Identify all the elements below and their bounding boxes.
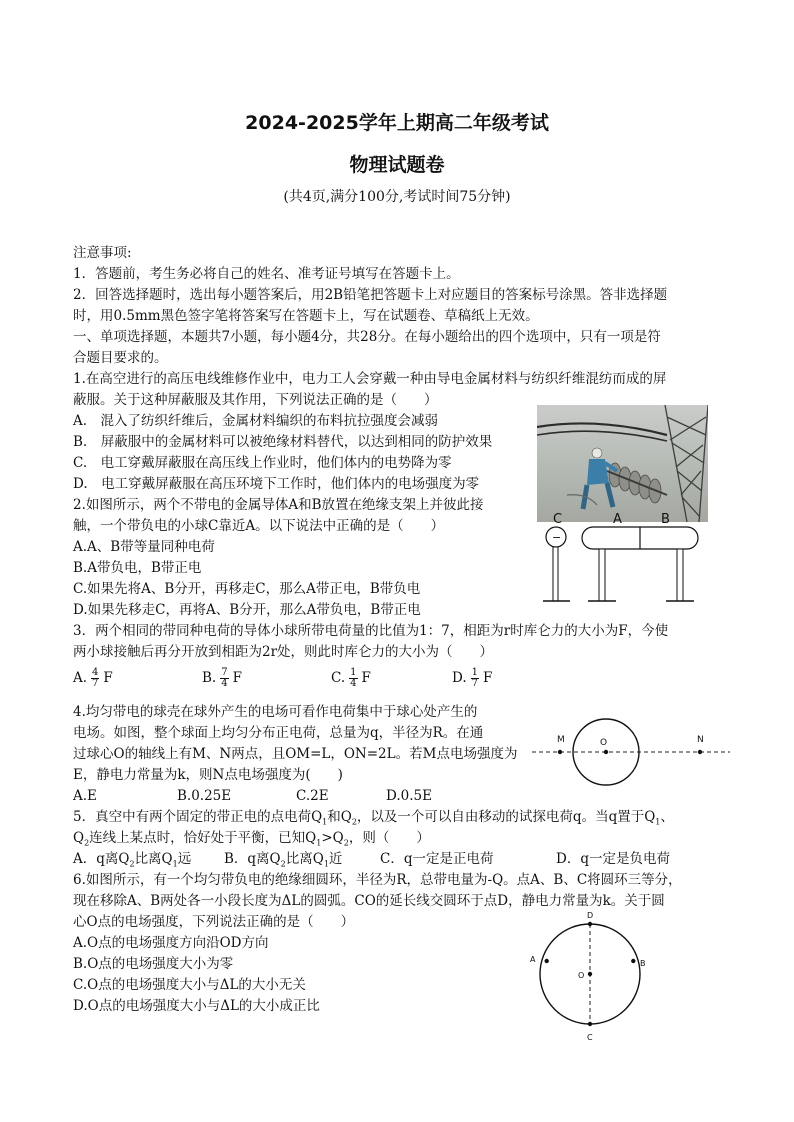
- q3-option-a: A. $\frac{4}{7}$ F: [73, 667, 113, 689]
- q4-stem-line-1: 4.均匀带电的球壳在球外产生的电场可看作电荷集中于球心处产生的: [73, 704, 478, 720]
- q1-option-d: D. 电工穿戴屏蔽服在高压环境下工作时，他们体内的电场强度为零: [73, 476, 480, 492]
- q2-option-a: A.A、B带等量同种电荷: [73, 539, 215, 555]
- q6-label-d: D: [587, 911, 594, 920]
- q4-option-d: D.0.5E: [386, 788, 432, 804]
- q4-label-m: M: [557, 735, 565, 745]
- q2-ball-sign: −: [552, 531, 562, 544]
- q6-stem-line-3: 心O点的电场强度，下列说法正确的是（ ）: [73, 914, 355, 930]
- notes-heading: 注意事项:: [73, 245, 132, 261]
- q2-label-b: B: [661, 512, 670, 527]
- q4-point-m: [558, 750, 562, 754]
- q2-label-a: A: [613, 512, 622, 527]
- q2-option-b: B.A带负电，B带正电: [73, 560, 202, 576]
- q6-ring-diagram: [522, 908, 662, 1043]
- exam-info: (共4页,满分100分,考试时间75分钟): [283, 189, 511, 205]
- q5-option-a: A．q离$Q_2$比离$Q_1$远: [73, 851, 192, 869]
- q2-label-c: C: [553, 512, 563, 527]
- q4-point-n: [698, 750, 702, 754]
- q1-option-b: B. 屏蔽服中的金属材料可以被绝缘材料替代，以达到相同的防护效果: [73, 434, 493, 450]
- q5-stem-line-2: $Q_2$连线上某点时，恰好处于平衡，已知$Q_1>Q_2$，则（ ）: [73, 830, 430, 848]
- q4-point-o: [604, 750, 608, 754]
- q4-label-n: N: [697, 735, 704, 745]
- q6-option-c: C.O点的电场强度大小与ΔL的大小无关: [73, 977, 306, 993]
- q6-label-a: A: [530, 955, 536, 964]
- q1-option-a: A. 混入了纺织纤维后，金属材料编织的布料抗拉强度会减弱: [73, 413, 439, 429]
- q2-stem-line-1: 2.如图所示，两个不带电的金属导体A和B放置在绝缘支架上并彼此接: [73, 497, 484, 513]
- q6-point-a: [545, 959, 549, 963]
- q4-option-c: C.2E: [296, 788, 329, 804]
- q6-stem-line-1: 6.如图所示，有一个均匀带负电的绝缘细圆环，半径为R，总带电量为-Q。点A、B、C将圆环三等分，: [73, 872, 682, 888]
- q2-option-d: D.如果先移走C，再将A、B分开，那么A带负电，B带正电: [73, 602, 421, 618]
- q3-stem-line-1: 3．两个相同的带同种电荷的导体小球所带电荷量的比值为1：7，相距为r时库仑力的大小为F，今使: [73, 623, 669, 639]
- section-1-line-2: 合题目要求的。: [73, 350, 168, 366]
- q1-stem-line-2: 蔽服。关于这种屏蔽服及其作用，下列说法正确的是（ ）: [73, 392, 438, 408]
- q2-conductors-diagram: [540, 508, 715, 608]
- q6-stem-line-2: 现在移除A、B两处各一小段长度为ΔL的圆弧。CO的延长线交圆环于点D，静电力常量为k。关于圆: [73, 893, 665, 909]
- q2-stem-line-2: 触，一个带负电的小球C靠近A。以下说法中正确的是（ ）: [73, 518, 445, 534]
- q1-lineworker-photo: [537, 405, 708, 522]
- notes-item-1: 1．答题前，考生务必将自己的姓名、准考证号填写在答题卡上。: [73, 266, 460, 282]
- q6-point-b: [631, 959, 635, 963]
- q6-option-b: B.O点的电场强度大小为零: [73, 956, 234, 972]
- q4-stem-line-4: E，静电力常量为k，则N点电场强度为( ): [73, 767, 343, 783]
- q4-option-b: B.0.25E: [177, 788, 232, 804]
- notes-item-2-line-2: 时，用0.5mm黑色签字笔将答案写在答题卡上，写在试题卷、草稿纸上无效。: [73, 308, 539, 324]
- q2-stand-b: [677, 549, 683, 601]
- q6-option-d: D.O点的电场强度大小与ΔL的大小成正比: [73, 998, 320, 1014]
- q4-label-o: O: [600, 738, 608, 748]
- q3-option-c: C. $\frac{1}{4}$ F: [331, 667, 371, 689]
- q3-option-d: D. $\frac{1}{7}$ F: [452, 667, 493, 689]
- q6-label-o: O: [578, 971, 585, 980]
- q4-sphere-diagram: [530, 714, 730, 794]
- q1-option-c: C. 电工穿戴屏蔽服在高压线上作业时，他们体内的电势降为零: [73, 455, 452, 471]
- exam-title: 2024-2025学年上期高二年级考试: [245, 112, 549, 134]
- q6-label-b: B: [640, 959, 646, 968]
- q6-point-d: [588, 922, 592, 926]
- q6-option-a: A.O点的电场强度方向沿OD方向: [73, 935, 269, 951]
- q4-stem-line-3: 过球心O的轴线上有M、N两点，且OM=L，ON=2L。若M点电场强度为: [73, 746, 518, 762]
- q5-option-d: D．q一定是负电荷: [556, 851, 670, 867]
- q4-stem-line-2: 电场。如图，整个球面上均匀分布正电荷，总量为q，半径为R。在通: [73, 725, 484, 741]
- q3-option-b: B. $\frac{7}{4}$ F: [202, 667, 242, 689]
- notes-item-2-line-1: 2．回答选择题时，选出每小题答案后，用2B铅笔把答题卡上对应题目的答案标号涂黑。答非选择题: [73, 287, 668, 303]
- q6-point-c: [588, 1022, 592, 1026]
- q3-stem-line-2: 两小球接触后再分开放到相距为2r处，则此时库仑力的大小为（ ）: [73, 644, 494, 660]
- q6-label-c: C: [587, 1033, 593, 1042]
- q5-option-c: C．q一定是正电荷: [380, 851, 494, 867]
- q2-ball-stand: [553, 547, 558, 601]
- q4-option-a: A.E: [73, 788, 97, 804]
- exam-subtitle: 物理试题卷: [349, 154, 445, 176]
- q5-option-b: B．q离$Q_2$比离$Q_1$近: [224, 851, 343, 869]
- q1-stem-line-1: 1.在高空进行的高压电线维修作业中，电力工人会穿戴一种由导电金属材料与纺织纤维混纺而成的屏: [73, 371, 667, 387]
- q6-point-o: [588, 972, 592, 976]
- q2-stand-a: [599, 549, 605, 601]
- section-1-line-1: 一、单项选择题，本题共7小题，每小题4分，共28分。在每小题给出的四个选项中，只有一项是符: [73, 329, 661, 345]
- q2-option-c: C.如果先将A、B分开，再移走C，那么A带正电，B带负电: [73, 581, 421, 597]
- q5-stem-line-1: 5．真空中有两个固定的带正电的点电荷$Q_1$和$Q_2$，以及一个可以自由移动的试探电荷q。当q置于$Q_1$、: [73, 809, 674, 827]
